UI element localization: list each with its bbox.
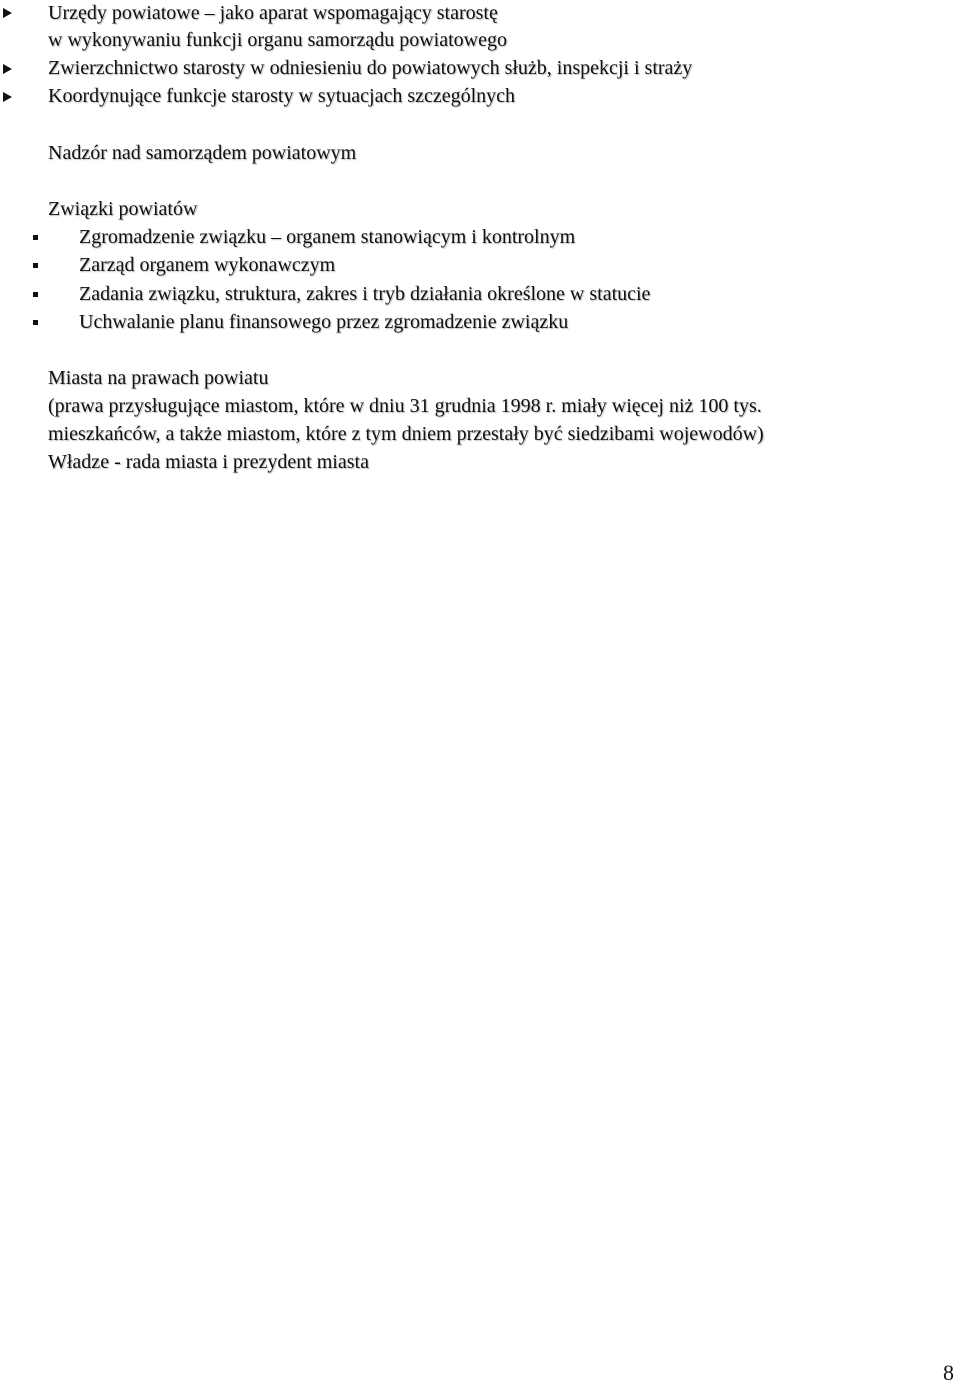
list-item: Zgromadzenie związku – organem stanowiącym i kontrolnym: [79, 226, 576, 248]
list-item: Zadania związku, struktura, zakres i tryb działania określone w statucie: [79, 283, 651, 305]
list-item: Zwierzchnictwo starosty w odniesieniu do powiatowych służb, inspekcji i straży: [48, 57, 693, 79]
arrow-bullet-icon: [3, 8, 12, 18]
section-heading: Miasta na prawach powiatu: [48, 367, 269, 389]
square-bullet-icon: [33, 292, 38, 297]
list-item: Uchwalanie planu finansowego przez zgromadzenie związku: [79, 311, 569, 333]
section-heading: Nadzór nad samorządem powiatowym: [48, 142, 357, 164]
square-bullet-icon: [33, 235, 38, 240]
paragraph-line: Władze - rada miasta i prezydent miasta: [48, 451, 369, 473]
list-item-continuation: w wykonywaniu funkcji organu samorządu powiatowego: [48, 29, 507, 51]
paragraph-line: mieszkańców, a także miastom, które z tym dniem przestały być siedzibami wojewodów): [48, 423, 764, 445]
page-number: 8: [943, 1360, 954, 1385]
section-heading: Związki powiatów: [48, 198, 198, 220]
square-bullet-icon: [33, 320, 38, 325]
square-bullet-icon: [33, 263, 38, 268]
paragraph-line: (prawa przysługujące miastom, które w dniu 31 grudnia 1998 r. miały więcej niż 100 tys.: [48, 395, 762, 417]
list-item: Zarząd organem wykonawczym: [79, 254, 336, 276]
list-item: Urzędy powiatowe – jako aparat wspomagający starostę: [48, 2, 498, 24]
list-item: Koordynujące funkcje starosty w sytuacjach szczególnych: [48, 85, 516, 107]
arrow-bullet-icon: [3, 64, 12, 74]
arrow-bullet-icon: [3, 92, 12, 102]
